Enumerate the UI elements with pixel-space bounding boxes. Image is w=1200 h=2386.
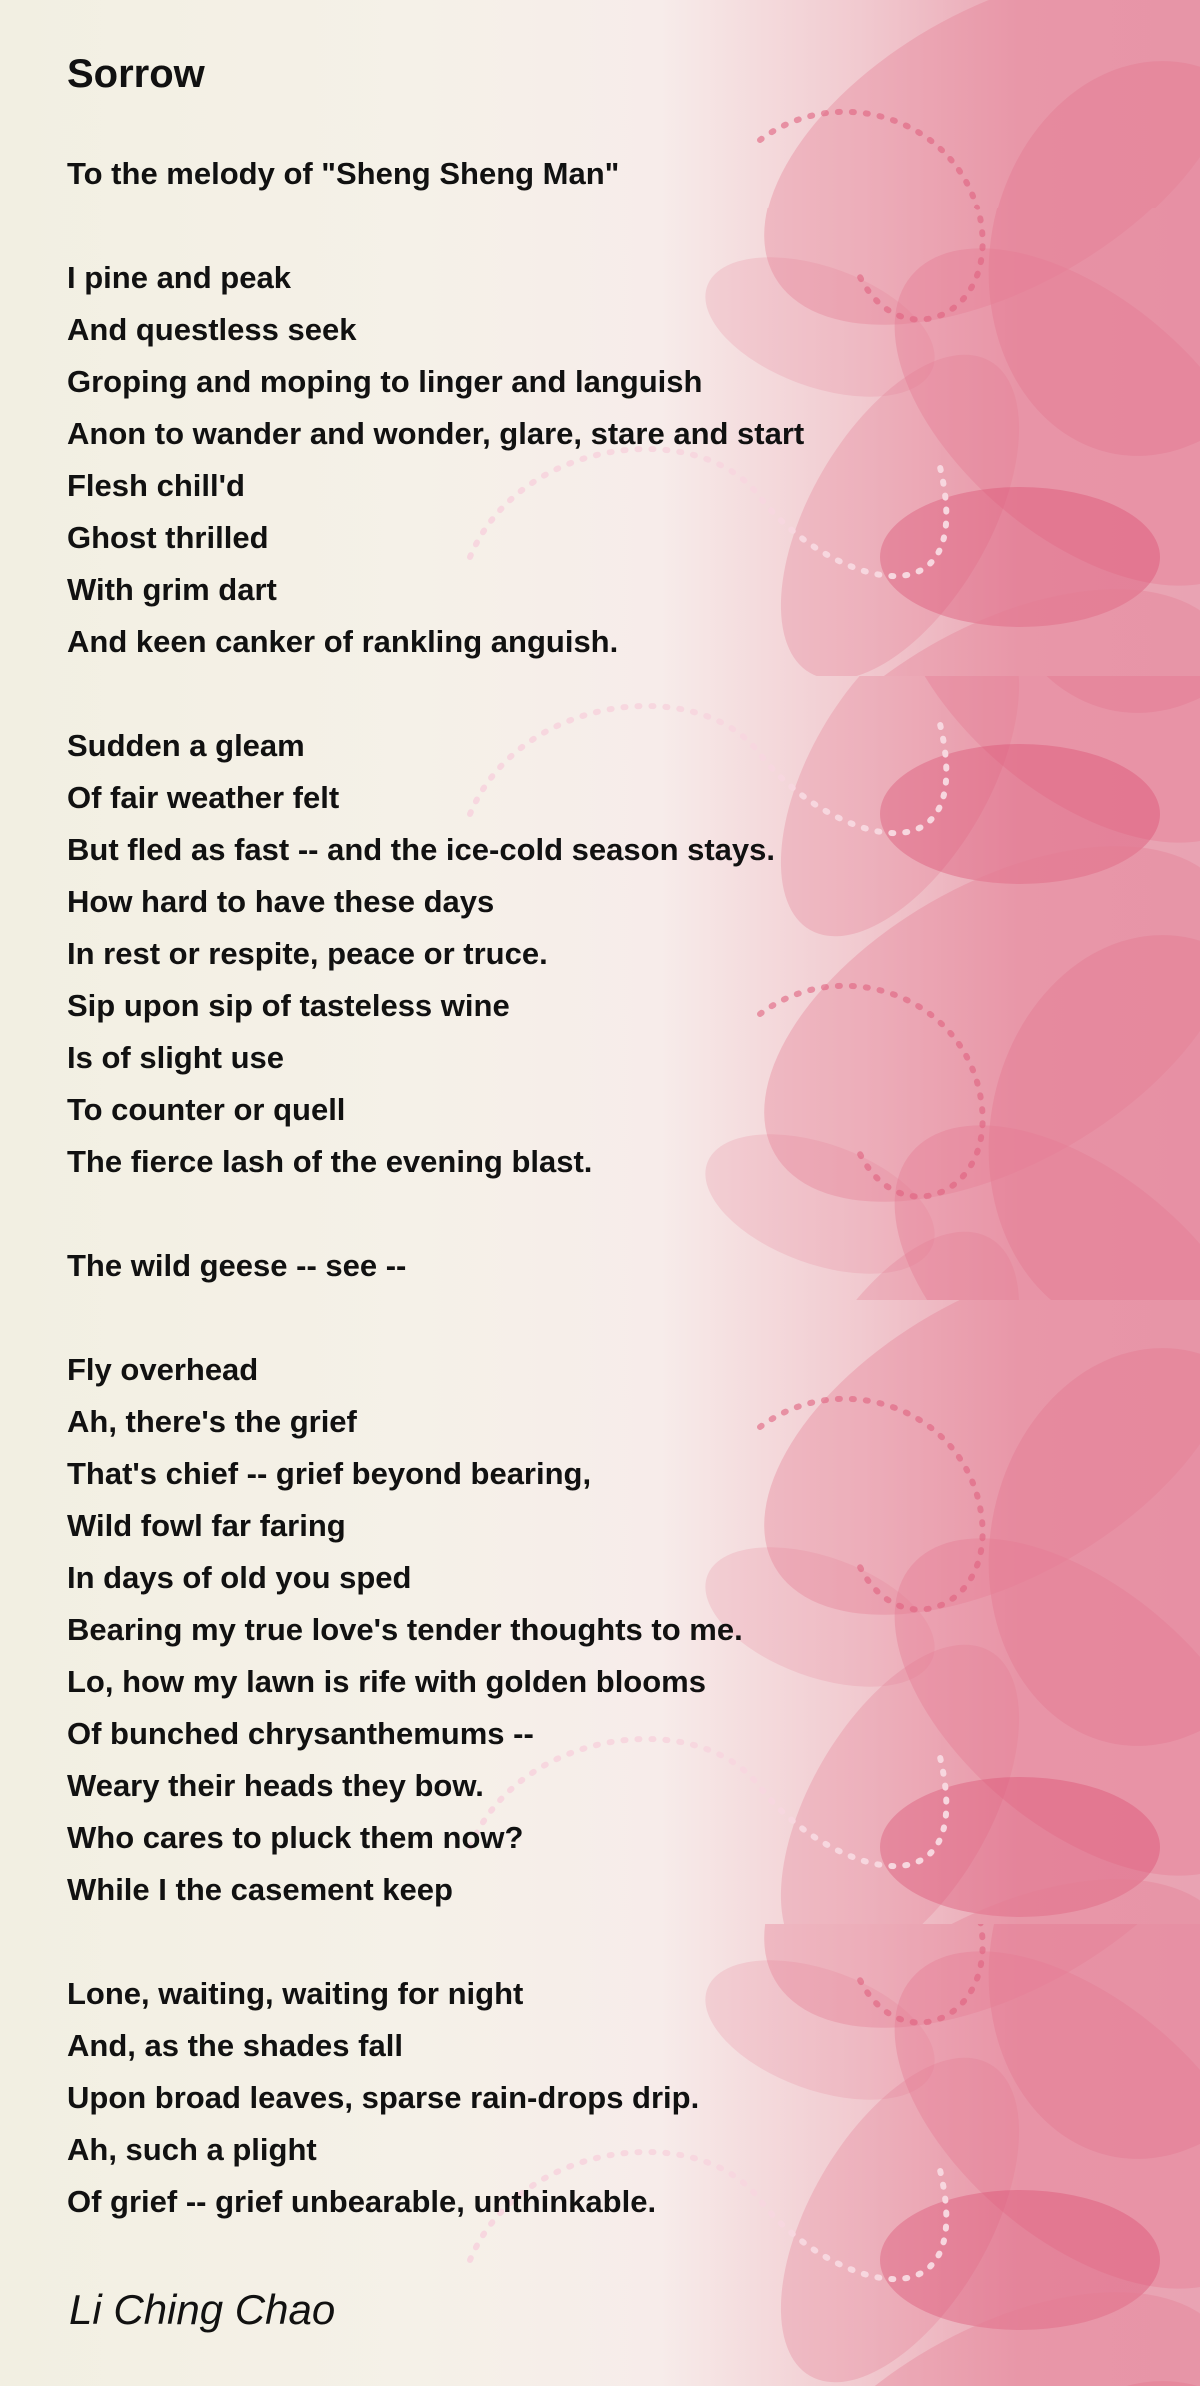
poem-line: Bearing my true love's tender thoughts to me. xyxy=(67,1612,743,1647)
poem-line: Ah, such a plight xyxy=(67,2132,317,2167)
poem-line: To counter or quell xyxy=(67,1092,346,1127)
poem-line: While I the casement keep xyxy=(67,1872,453,1907)
poem-line: The fierce lash of the evening blast. xyxy=(67,1144,593,1179)
poem-line: Lone, waiting, waiting for night xyxy=(67,1976,524,2011)
poem-line: Ah, there's the grief xyxy=(67,1404,357,1439)
poem-line: That's chief -- grief beyond bearing, xyxy=(67,1456,592,1491)
poem-line: Lo, how my lawn is rife with golden blooms xyxy=(67,1664,706,1699)
poem-line: But fled as fast -- and the ice-cold season stays. xyxy=(67,832,776,867)
poem-line: How hard to have these days xyxy=(67,884,495,919)
poem-line: Of bunched chrysanthemums -- xyxy=(67,1716,534,1751)
poem-line: Wild fowl far faring xyxy=(67,1508,346,1543)
poem-line: Upon broad leaves, sparse rain-drops drip. xyxy=(67,2080,700,2115)
poem-line: Is of slight use xyxy=(67,1040,285,1075)
poem-line: Sudden a gleam xyxy=(67,728,305,763)
poem-line: Groping and moping to linger and languish xyxy=(67,364,703,399)
poem-title: Sorrow xyxy=(67,52,205,96)
poem-line: Sip upon sip of tasteless wine xyxy=(67,988,510,1023)
poem-line: And keen canker of rankling anguish. xyxy=(67,624,619,659)
poem-line: Who cares to pluck them now? xyxy=(67,1820,524,1855)
poem-line: The wild geese -- see -- xyxy=(67,1248,407,1283)
poem-line: Ghost thrilled xyxy=(67,520,269,555)
poem-line: Anon to wander and wonder, glare, stare and start xyxy=(67,416,805,451)
poem-line: Fly overhead xyxy=(67,1352,259,1387)
poem-line: And questless seek xyxy=(67,312,357,347)
poem-subtitle: To the melody of "Sheng Sheng Man" xyxy=(67,156,620,191)
poem-line: I pine and peak xyxy=(67,260,291,295)
poem-line: Of grief -- grief unbearable, unthinkable. xyxy=(67,2184,657,2219)
poem-line: In rest or respite, peace or truce. xyxy=(67,936,548,971)
poem-line: And, as the shades fall xyxy=(67,2028,403,2063)
poem-author: Li Ching Chao xyxy=(69,2286,336,2333)
poem-line: In days of old you sped xyxy=(67,1560,412,1595)
poem-line: Weary their heads they bow. xyxy=(67,1768,484,1803)
poem-line: Flesh chill'd xyxy=(67,468,245,503)
poem-line: With grim dart xyxy=(67,572,277,607)
poem-line: Of fair weather felt xyxy=(67,780,340,815)
